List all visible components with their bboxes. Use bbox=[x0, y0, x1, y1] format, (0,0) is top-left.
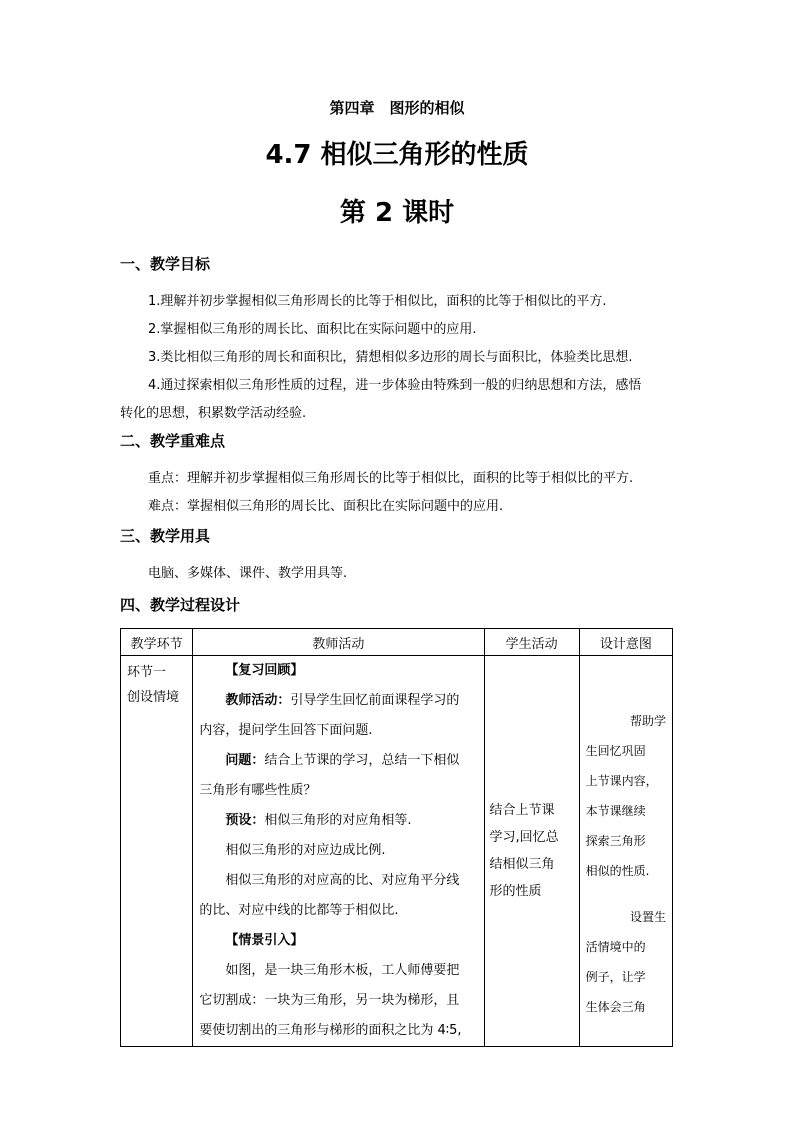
review-title: 【复习回顾】 bbox=[225, 663, 304, 678]
teacher-activity-line: 教师活动：引导学生回忆前面课程学习的 bbox=[225, 693, 460, 708]
lesson-period: 第 2 课时 bbox=[339, 198, 455, 228]
teacher-activity-line: 内容，提问学生回答下面问题. bbox=[199, 723, 373, 738]
header-teacher: 教师活动 bbox=[193, 629, 484, 656]
intro-title: 【情景引入】 bbox=[225, 933, 304, 948]
design-line: 上节课内容， bbox=[585, 774, 658, 788]
goal-item-continued: 转化的思想，积累数学活动经验. bbox=[120, 406, 307, 421]
preset-line: 相似三角形的对应边成比例. bbox=[225, 843, 386, 858]
preset-line: 的比、对应中线的比都等于相似比. bbox=[199, 903, 399, 918]
table-header-row bbox=[121, 629, 673, 656]
design-intent-cell bbox=[579, 656, 672, 1047]
header-stage: 教学环节 bbox=[121, 629, 193, 656]
intro-line: 要使切割出的三角形与梯形的面积之比为 4∶5, bbox=[199, 1023, 462, 1038]
design-line: 活情境中的 bbox=[585, 940, 646, 954]
chapter-title: 第四章 图形的相似 bbox=[329, 99, 465, 117]
lesson-title: 4.7 相似三角形的性质 bbox=[265, 140, 529, 170]
student-activity-line: 形的性质 bbox=[489, 884, 542, 899]
section-heading-goals: 一、教学目标 bbox=[120, 255, 211, 273]
tools-text: 电脑、多媒体、课件、教学用具等. bbox=[148, 566, 348, 581]
student-activity-line: 结合上节课 bbox=[489, 803, 555, 818]
question-line: 问题：结合上节课的学习，总结一下相似 bbox=[225, 753, 460, 768]
header-design: 设计意图 bbox=[579, 629, 672, 656]
stage-name: 创设情境 bbox=[127, 690, 180, 705]
header-student: 学生活动 bbox=[484, 629, 579, 656]
section-heading-tools: 三、教学用具 bbox=[120, 527, 211, 545]
teacher-activity-cell bbox=[193, 656, 484, 1047]
design-line: 帮助学 bbox=[629, 714, 666, 728]
section-heading-key-points: 二、教学重难点 bbox=[120, 432, 226, 450]
design-line: 生回忆巩固 bbox=[585, 744, 646, 758]
design-line: 例子，让学 bbox=[585, 970, 646, 984]
design-line: 相似的性质. bbox=[585, 864, 650, 878]
goal-item: 2.掌握相似三角形的周长比、面积比在实际问题中的应用. bbox=[148, 322, 477, 337]
goal-item: 4.通过探索相似三角形性质的过程，进一步体验由特殊到一般的归纳思想和方法，感悟 bbox=[148, 378, 642, 393]
design-line: 本节课继续 bbox=[585, 804, 646, 818]
goal-item: 1.理解并初步掌握相似三角形周长的比等于相似比，面积的比等于相似比的平方. bbox=[148, 294, 607, 309]
intro-line: 它切割成：一块为三角形，另一块为梯形，且 bbox=[199, 993, 460, 1008]
design-line: 生体会三角 bbox=[585, 1000, 646, 1014]
preset-line: 预设：相似三角形的对应角相等. bbox=[225, 813, 412, 828]
key-point: 重点：理解并初步掌握相似三角形周长的比等于相似比，面积的比等于相似比的平方. bbox=[148, 471, 634, 486]
design-line: 探索三角形 bbox=[585, 834, 646, 848]
student-activity-cell bbox=[484, 656, 579, 1047]
question-line: 三角形有哪些性质？ bbox=[199, 783, 317, 798]
intro-line: 如图，是一块三角形木板，工人师傅要把 bbox=[225, 963, 460, 978]
preset-line: 相似三角形的对应高的比、对应角平分线 bbox=[225, 873, 460, 888]
process-table bbox=[120, 628, 673, 1047]
goal-item: 3.类比相似三角形的周长和面积比，猜想相似多边形的周长与面积比，体验类比思想. bbox=[148, 350, 633, 365]
student-activity-line: 学习,回忆总 bbox=[489, 830, 559, 845]
table-row bbox=[121, 656, 673, 1047]
student-activity-line: 结相似三角 bbox=[489, 857, 555, 872]
section-heading-process: 四、教学过程设计 bbox=[120, 596, 241, 614]
design-line: 设置生 bbox=[629, 910, 666, 924]
stage-cell bbox=[121, 656, 193, 1047]
stage-number: 环节一 bbox=[127, 665, 167, 680]
difficult-point: 难点：掌握相似三角形的周长比、面积比在实际问题中的应用. bbox=[148, 499, 504, 514]
